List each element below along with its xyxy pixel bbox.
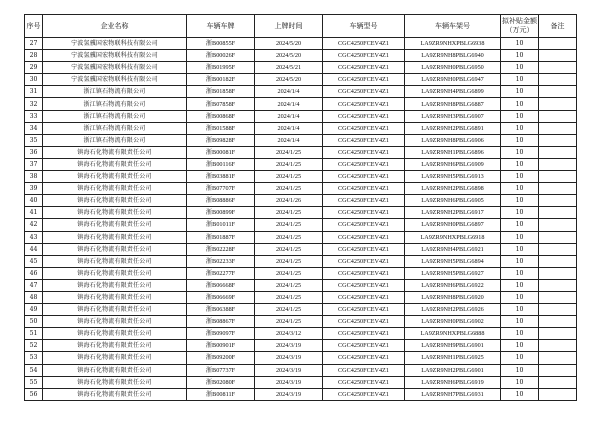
cell-company: 镇海石化物流有限责任公司 bbox=[43, 146, 187, 158]
cell-company: 宁波氢骥国宏物联科技有限公司 bbox=[43, 62, 187, 74]
cell-vin: LA9ZR9NH1PBLG6925 bbox=[405, 352, 501, 364]
cell-company: 宁波氢骥国宏物联科技有限公司 bbox=[43, 50, 187, 62]
cell-date: 2024/3/19 bbox=[255, 376, 323, 388]
cell-plate: 浙B02277F bbox=[187, 267, 255, 279]
cell-company: 镇海石化物流有限责任公司 bbox=[43, 279, 187, 291]
cell-subsidy: 10 bbox=[501, 195, 539, 207]
cell-remark bbox=[539, 146, 577, 158]
cell-vin: LA9ZR9NH2PBLG6926 bbox=[405, 304, 501, 316]
cell-company: 镇海石化物流有限责任公司 bbox=[43, 364, 187, 376]
header-remark: 备注 bbox=[539, 15, 577, 38]
cell-plate: 浙B06668F bbox=[187, 279, 255, 291]
cell-seq: 38 bbox=[25, 171, 43, 183]
cell-model: CGC4250FCEV4Z1 bbox=[323, 74, 405, 86]
cell-seq: 27 bbox=[25, 38, 43, 50]
table-row bbox=[25, 352, 577, 364]
cell-subsidy: 10 bbox=[501, 376, 539, 388]
cell-subsidy: 10 bbox=[501, 316, 539, 328]
cell-subsidy: 10 bbox=[501, 364, 539, 376]
cell-date: 2024/1/4 bbox=[255, 122, 323, 134]
cell-subsidy: 10 bbox=[501, 98, 539, 110]
cell-model: CGC4250FCEV4Z1 bbox=[323, 219, 405, 231]
cell-vin: LA9ZR9NH8PBLG6887 bbox=[405, 98, 501, 110]
cell-subsidy: 10 bbox=[501, 110, 539, 122]
cell-model: CGC4250FCEV4Z1 bbox=[323, 207, 405, 219]
cell-subsidy: 10 bbox=[501, 267, 539, 279]
cell-plate: 浙B02080F bbox=[187, 376, 255, 388]
cell-seq: 32 bbox=[25, 98, 43, 110]
cell-company: 镇海石化物流有限责任公司 bbox=[43, 388, 187, 400]
header-model: 车辆型号 bbox=[323, 15, 405, 38]
cell-model: CGC4250FCEV4Z1 bbox=[323, 388, 405, 400]
cell-seq: 36 bbox=[25, 146, 43, 158]
table-row bbox=[25, 183, 577, 195]
table-body bbox=[25, 38, 577, 401]
cell-subsidy: 10 bbox=[501, 38, 539, 50]
cell-model: CGC4250FCEV4Z1 bbox=[323, 267, 405, 279]
cell-remark bbox=[539, 74, 577, 86]
cell-remark bbox=[539, 62, 577, 74]
cell-plate: 浙B00899F bbox=[187, 207, 255, 219]
cell-subsidy: 10 bbox=[501, 291, 539, 303]
cell-plate: 浙B00182F bbox=[187, 74, 255, 86]
cell-date: 2024/1/25 bbox=[255, 267, 323, 279]
cell-subsidy: 10 bbox=[501, 122, 539, 134]
cell-vin: LA9ZR9NH5PBLG6894 bbox=[405, 255, 501, 267]
cell-vin: LA9ZR9NH1PBLG6896 bbox=[405, 146, 501, 158]
cell-date: 2024/1/25 bbox=[255, 183, 323, 195]
cell-remark bbox=[539, 195, 577, 207]
cell-remark bbox=[539, 352, 577, 364]
cell-vin: LA9ZR9NH6PBLG6919 bbox=[405, 376, 501, 388]
cell-remark bbox=[539, 376, 577, 388]
table-row bbox=[25, 340, 577, 352]
table-row bbox=[25, 195, 577, 207]
cell-remark bbox=[539, 183, 577, 195]
cell-remark bbox=[539, 38, 577, 50]
cell-model: CGC4250FCEV4Z1 bbox=[323, 231, 405, 243]
cell-vin: LA9ZR9NH6PBLG6909 bbox=[405, 158, 501, 170]
cell-model: CGC4250FCEV4Z1 bbox=[323, 328, 405, 340]
cell-date: 2024/1/26 bbox=[255, 195, 323, 207]
table-row bbox=[25, 291, 577, 303]
cell-vin: LA9ZR9NH0PBLG6947 bbox=[405, 74, 501, 86]
cell-subsidy: 10 bbox=[501, 219, 539, 231]
cell-subsidy: 10 bbox=[501, 243, 539, 255]
cell-seq: 43 bbox=[25, 231, 43, 243]
cell-vin: LA9ZR9NH4PBLG6899 bbox=[405, 86, 501, 98]
cell-vin: LA9ZR9NHXPBLG6918 bbox=[405, 231, 501, 243]
table-row bbox=[25, 74, 577, 86]
cell-company: 浙江镇石物流有限公司 bbox=[43, 122, 187, 134]
cell-remark bbox=[539, 122, 577, 134]
table-row bbox=[25, 364, 577, 376]
cell-date: 2024/1/25 bbox=[255, 231, 323, 243]
cell-date: 2024/3/19 bbox=[255, 352, 323, 364]
cell-vin: LA9ZR9NHXPBLG6888 bbox=[405, 328, 501, 340]
cell-vin: LA9ZR9NHXPBLG6938 bbox=[405, 38, 501, 50]
cell-subsidy: 10 bbox=[501, 171, 539, 183]
table-row bbox=[25, 316, 577, 328]
cell-model: CGC4250FCEV4Z1 bbox=[323, 122, 405, 134]
table-row bbox=[25, 110, 577, 122]
table-row bbox=[25, 146, 577, 158]
cell-model: CGC4250FCEV4Z1 bbox=[323, 62, 405, 74]
cell-plate: 浙B09097F bbox=[187, 328, 255, 340]
cell-seq: 51 bbox=[25, 328, 43, 340]
cell-date: 2024/5/21 bbox=[255, 62, 323, 74]
cell-seq: 31 bbox=[25, 86, 43, 98]
cell-model: CGC4250FCEV4Z1 bbox=[323, 134, 405, 146]
cell-vin: LA9ZR9NH3PBLG6907 bbox=[405, 110, 501, 122]
cell-vin: LA9ZR9NH2PBLG6917 bbox=[405, 207, 501, 219]
cell-plate: 浙B06388F bbox=[187, 304, 255, 316]
cell-plate: 浙B01588F bbox=[187, 122, 255, 134]
cell-subsidy: 10 bbox=[501, 74, 539, 86]
cell-vin: LA9ZR9NH8PBLG6940 bbox=[405, 50, 501, 62]
cell-date: 2024/1/25 bbox=[255, 291, 323, 303]
cell-model: CGC4250FCEV4Z1 bbox=[323, 98, 405, 110]
table-row bbox=[25, 267, 577, 279]
cell-company: 镇海石化物流有限责任公司 bbox=[43, 219, 187, 231]
cell-seq: 37 bbox=[25, 158, 43, 170]
cell-model: CGC4250FCEV4Z1 bbox=[323, 110, 405, 122]
cell-model: CGC4250FCEV4Z1 bbox=[323, 171, 405, 183]
table-row bbox=[25, 207, 577, 219]
cell-remark bbox=[539, 134, 577, 146]
cell-seq: 29 bbox=[25, 62, 43, 74]
cell-plate: 浙B01995F bbox=[187, 62, 255, 74]
cell-subsidy: 10 bbox=[501, 255, 539, 267]
cell-seq: 55 bbox=[25, 376, 43, 388]
cell-plate: 浙B06669F bbox=[187, 291, 255, 303]
table-header-row bbox=[25, 15, 577, 38]
cell-date: 2024/1/25 bbox=[255, 316, 323, 328]
cell-remark bbox=[539, 340, 577, 352]
table-row bbox=[25, 388, 577, 400]
table-row bbox=[25, 50, 577, 62]
cell-plate: 浙B00811F bbox=[187, 388, 255, 400]
cell-company: 镇海石化物流有限责任公司 bbox=[43, 243, 187, 255]
cell-remark bbox=[539, 316, 577, 328]
cell-date: 2024/1/4 bbox=[255, 110, 323, 122]
cell-plate: 浙B07858F bbox=[187, 98, 255, 110]
cell-date: 2024/1/25 bbox=[255, 219, 323, 231]
header-vin: 车辆车架号 bbox=[405, 15, 501, 38]
cell-subsidy: 10 bbox=[501, 183, 539, 195]
cell-date: 2024/1/25 bbox=[255, 304, 323, 316]
cell-subsidy: 10 bbox=[501, 86, 539, 98]
cell-model: CGC4250FCEV4Z1 bbox=[323, 195, 405, 207]
header-date: 上牌时间 bbox=[255, 15, 323, 38]
table-row bbox=[25, 231, 577, 243]
cell-date: 2024/1/4 bbox=[255, 134, 323, 146]
header-plate: 车辆车牌 bbox=[187, 15, 255, 38]
header-subsidy: 拟补贴金额（万元） bbox=[501, 15, 539, 38]
cell-seq: 45 bbox=[25, 255, 43, 267]
table-row bbox=[25, 62, 577, 74]
cell-company: 浙江镇石物流有限公司 bbox=[43, 98, 187, 110]
cell-company: 镇海石化物流有限责任公司 bbox=[43, 231, 187, 243]
cell-remark bbox=[539, 171, 577, 183]
cell-vin: LA9ZR9NH0PBLG6950 bbox=[405, 62, 501, 74]
cell-date: 2024/1/25 bbox=[255, 146, 323, 158]
cell-date: 2024/1/4 bbox=[255, 98, 323, 110]
cell-plate: 浙B02228F bbox=[187, 243, 255, 255]
cell-vin: LA9ZR9NH8PBLG6906 bbox=[405, 134, 501, 146]
cell-plate: 浙B00116F bbox=[187, 158, 255, 170]
cell-plate: 浙B09200F bbox=[187, 352, 255, 364]
cell-plate: 浙B08867F bbox=[187, 316, 255, 328]
header-seq: 序号 bbox=[25, 15, 43, 38]
cell-date: 2024/1/25 bbox=[255, 243, 323, 255]
cell-date: 2024/1/25 bbox=[255, 255, 323, 267]
cell-company: 镇海石化物流有限责任公司 bbox=[43, 158, 187, 170]
cell-subsidy: 10 bbox=[501, 340, 539, 352]
cell-plate: 浙B00868F bbox=[187, 110, 255, 122]
cell-model: CGC4250FCEV4Z1 bbox=[323, 340, 405, 352]
cell-seq: 41 bbox=[25, 207, 43, 219]
cell-remark bbox=[539, 231, 577, 243]
cell-vin: LA9ZR9NH9PBLG6901 bbox=[405, 340, 501, 352]
subsidy-table bbox=[24, 14, 577, 401]
cell-subsidy: 10 bbox=[501, 352, 539, 364]
cell-model: CGC4250FCEV4Z1 bbox=[323, 291, 405, 303]
cell-model: CGC4250FCEV4Z1 bbox=[323, 352, 405, 364]
cell-remark bbox=[539, 219, 577, 231]
cell-remark bbox=[539, 243, 577, 255]
cell-model: CGC4250FCEV4Z1 bbox=[323, 183, 405, 195]
cell-vin: LA9ZR9NH4PBLG6921 bbox=[405, 243, 501, 255]
table-row bbox=[25, 219, 577, 231]
cell-seq: 30 bbox=[25, 74, 43, 86]
cell-subsidy: 10 bbox=[501, 62, 539, 74]
cell-remark bbox=[539, 50, 577, 62]
cell-seq: 35 bbox=[25, 134, 43, 146]
cell-company: 镇海石化物流有限责任公司 bbox=[43, 328, 187, 340]
cell-subsidy: 10 bbox=[501, 231, 539, 243]
cell-vin: LA9ZR9NH7PBLG6931 bbox=[405, 388, 501, 400]
cell-vin: LA9ZR9NH0PBLG6902 bbox=[405, 316, 501, 328]
cell-company: 镇海石化物流有限责任公司 bbox=[43, 340, 187, 352]
cell-plate: 浙B09828F bbox=[187, 134, 255, 146]
cell-model: CGC4250FCEV4Z1 bbox=[323, 304, 405, 316]
cell-plate: 浙B01887F bbox=[187, 231, 255, 243]
cell-plate: 浙B08886F bbox=[187, 195, 255, 207]
cell-date: 2024/5/20 bbox=[255, 50, 323, 62]
cell-model: CGC4250FCEV4Z1 bbox=[323, 279, 405, 291]
cell-seq: 39 bbox=[25, 183, 43, 195]
cell-vin: LA9ZR9NH6PBLG6922 bbox=[405, 279, 501, 291]
header-company: 企业名称 bbox=[43, 15, 187, 38]
cell-model: CGC4250FCEV4Z1 bbox=[323, 376, 405, 388]
cell-plate: 浙B01011F bbox=[187, 219, 255, 231]
cell-subsidy: 10 bbox=[501, 146, 539, 158]
cell-plate: 浙B00855F bbox=[187, 38, 255, 50]
cell-date: 2024/3/19 bbox=[255, 364, 323, 376]
cell-date: 2024/3/19 bbox=[255, 340, 323, 352]
cell-seq: 42 bbox=[25, 219, 43, 231]
cell-remark bbox=[539, 388, 577, 400]
cell-seq: 53 bbox=[25, 352, 43, 364]
cell-plate: 浙B02233F bbox=[187, 255, 255, 267]
cell-seq: 33 bbox=[25, 110, 43, 122]
table-row bbox=[25, 255, 577, 267]
cell-seq: 50 bbox=[25, 316, 43, 328]
cell-vin: LA9ZR9NH2PBLG6901 bbox=[405, 364, 501, 376]
cell-company: 浙江镇石物流有限公司 bbox=[43, 86, 187, 98]
cell-company: 镇海石化物流有限责任公司 bbox=[43, 352, 187, 364]
cell-company: 镇海石化物流有限责任公司 bbox=[43, 376, 187, 388]
cell-model: CGC4250FCEV4Z1 bbox=[323, 146, 405, 158]
cell-remark bbox=[539, 279, 577, 291]
cell-date: 2024/1/25 bbox=[255, 171, 323, 183]
cell-subsidy: 10 bbox=[501, 207, 539, 219]
table-row bbox=[25, 243, 577, 255]
cell-remark bbox=[539, 255, 577, 267]
cell-date: 2024/3/12 bbox=[255, 328, 323, 340]
cell-company: 宁波氢骥国宏物联科技有限公司 bbox=[43, 74, 187, 86]
cell-plate: 浙B03881F bbox=[187, 171, 255, 183]
cell-company: 镇海石化物流有限责任公司 bbox=[43, 304, 187, 316]
cell-subsidy: 10 bbox=[501, 388, 539, 400]
cell-seq: 47 bbox=[25, 279, 43, 291]
cell-remark bbox=[539, 328, 577, 340]
cell-subsidy: 10 bbox=[501, 279, 539, 291]
cell-seq: 46 bbox=[25, 267, 43, 279]
table-row bbox=[25, 98, 577, 110]
cell-remark bbox=[539, 291, 577, 303]
cell-seq: 52 bbox=[25, 340, 43, 352]
table-row bbox=[25, 86, 577, 98]
table-row bbox=[25, 304, 577, 316]
cell-seq: 49 bbox=[25, 304, 43, 316]
cell-vin: LA9ZR9NH5PBLG6927 bbox=[405, 267, 501, 279]
cell-vin: LA9ZR9NH6PBLG6905 bbox=[405, 195, 501, 207]
table-row bbox=[25, 134, 577, 146]
cell-company: 镇海石化物流有限责任公司 bbox=[43, 207, 187, 219]
cell-remark bbox=[539, 364, 577, 376]
cell-vin: LA9ZR9NH2PBLG6898 bbox=[405, 183, 501, 195]
table-row bbox=[25, 328, 577, 340]
cell-model: CGC4250FCEV4Z1 bbox=[323, 364, 405, 376]
table-row bbox=[25, 38, 577, 50]
cell-company: 浙江镇石物流有限公司 bbox=[43, 110, 187, 122]
table-row bbox=[25, 158, 577, 170]
cell-remark bbox=[539, 110, 577, 122]
cell-vin: LA9ZR9NH8PBLG6920 bbox=[405, 291, 501, 303]
cell-date: 2024/1/25 bbox=[255, 207, 323, 219]
cell-plate: 浙B07737F bbox=[187, 364, 255, 376]
cell-subsidy: 10 bbox=[501, 50, 539, 62]
table-row bbox=[25, 376, 577, 388]
cell-model: CGC4250FCEV4Z1 bbox=[323, 243, 405, 255]
cell-model: CGC4250FCEV4Z1 bbox=[323, 255, 405, 267]
cell-remark bbox=[539, 267, 577, 279]
cell-vin: LA9ZR9NH2PBLG6891 bbox=[405, 122, 501, 134]
cell-seq: 28 bbox=[25, 50, 43, 62]
cell-remark bbox=[539, 98, 577, 110]
cell-model: CGC4250FCEV4Z1 bbox=[323, 38, 405, 50]
cell-company: 镇海石化物流有限责任公司 bbox=[43, 267, 187, 279]
cell-company: 镇海石化物流有限责任公司 bbox=[43, 291, 187, 303]
cell-plate: 浙B07707F bbox=[187, 183, 255, 195]
cell-company: 镇海石化物流有限责任公司 bbox=[43, 171, 187, 183]
cell-date: 2024/3/19 bbox=[255, 388, 323, 400]
cell-seq: 56 bbox=[25, 388, 43, 400]
cell-vin: LA9ZR9NH5PBLG6913 bbox=[405, 171, 501, 183]
cell-date: 2024/5/20 bbox=[255, 74, 323, 86]
cell-date: 2024/1/25 bbox=[255, 158, 323, 170]
cell-company: 镇海石化物流有限责任公司 bbox=[43, 255, 187, 267]
cell-seq: 54 bbox=[25, 364, 43, 376]
table-row bbox=[25, 279, 577, 291]
cell-plate: 浙B00026F bbox=[187, 50, 255, 62]
cell-plate: 浙B01858F bbox=[187, 86, 255, 98]
cell-plate: 浙B00901F bbox=[187, 340, 255, 352]
cell-remark bbox=[539, 86, 577, 98]
cell-company: 镇海石化物流有限责任公司 bbox=[43, 183, 187, 195]
cell-vin: LA9ZR9NH0PBLG6897 bbox=[405, 219, 501, 231]
cell-model: CGC4250FCEV4Z1 bbox=[323, 158, 405, 170]
cell-seq: 44 bbox=[25, 243, 43, 255]
cell-date: 2024/5/20 bbox=[255, 38, 323, 50]
cell-remark bbox=[539, 207, 577, 219]
cell-company: 镇海石化物流有限责任公司 bbox=[43, 316, 187, 328]
cell-remark bbox=[539, 158, 577, 170]
table-row bbox=[25, 171, 577, 183]
cell-company: 浙江镇石物流有限公司 bbox=[43, 134, 187, 146]
cell-model: CGC4250FCEV4Z1 bbox=[323, 316, 405, 328]
cell-seq: 34 bbox=[25, 122, 43, 134]
cell-subsidy: 10 bbox=[501, 304, 539, 316]
cell-model: CGC4250FCEV4Z1 bbox=[323, 86, 405, 98]
cell-plate: 浙B00081F bbox=[187, 146, 255, 158]
cell-company: 镇海石化物流有限责任公司 bbox=[43, 195, 187, 207]
cell-subsidy: 10 bbox=[501, 328, 539, 340]
cell-date: 2024/1/25 bbox=[255, 279, 323, 291]
table-row bbox=[25, 122, 577, 134]
cell-company: 宁波氢骥国宏物联科技有限公司 bbox=[43, 38, 187, 50]
cell-remark bbox=[539, 304, 577, 316]
cell-subsidy: 10 bbox=[501, 158, 539, 170]
cell-subsidy: 10 bbox=[501, 134, 539, 146]
cell-date: 2024/1/4 bbox=[255, 86, 323, 98]
cell-seq: 48 bbox=[25, 291, 43, 303]
cell-seq: 40 bbox=[25, 195, 43, 207]
cell-model: CGC4250FCEV4Z1 bbox=[323, 50, 405, 62]
